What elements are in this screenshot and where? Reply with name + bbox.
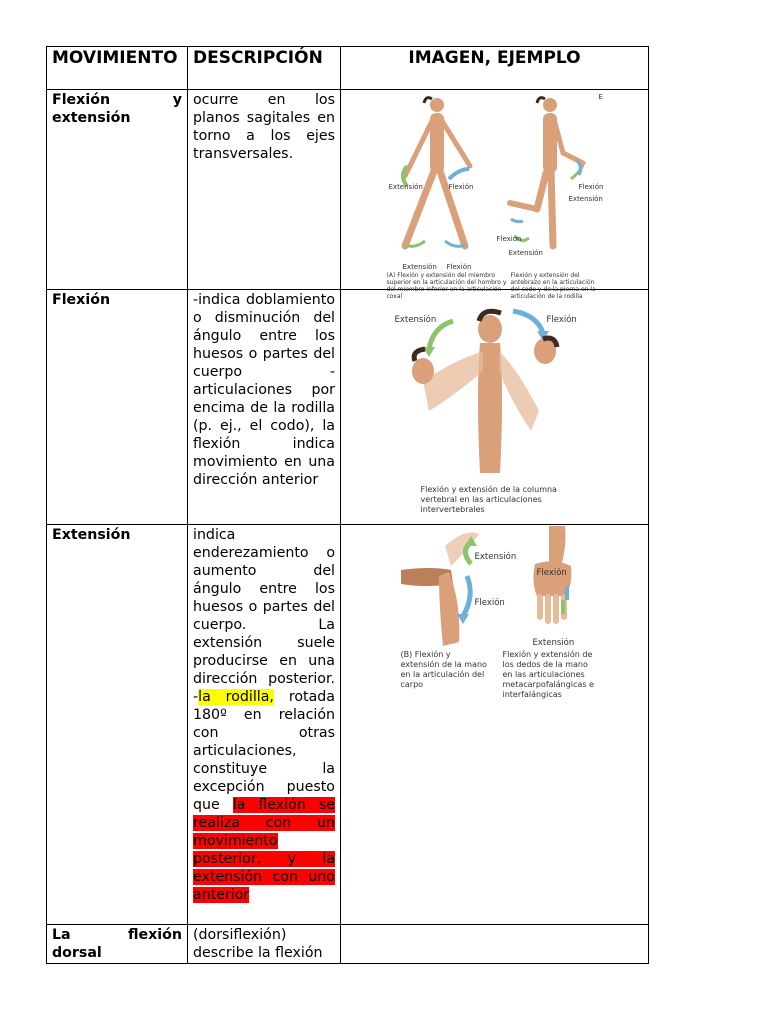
table-row bbox=[47, 925, 649, 964]
header-image: IMAGEN, EJEMPLO bbox=[341, 47, 649, 90]
label-extension: Extensión bbox=[388, 183, 423, 191]
movement-cell: La flexión dorsal bbox=[47, 925, 188, 964]
movement-cell: Extensión bbox=[47, 525, 188, 925]
image-cell bbox=[341, 90, 649, 300]
label-flexion: Flexión bbox=[446, 263, 472, 271]
walking-caption-right: Flexión y extensión del antebrazo en la articulación del codo y de la pierna en la articulación de la rodilla bbox=[510, 272, 596, 300]
table-row bbox=[47, 90, 649, 290]
table-row bbox=[47, 525, 649, 925]
image-cell bbox=[341, 525, 649, 925]
label-flexion: Flexión bbox=[546, 315, 577, 325]
movement-table bbox=[46, 46, 649, 964]
label-extension: Extensión bbox=[474, 552, 517, 562]
description-cell bbox=[188, 525, 341, 925]
label-flexion: Flexión bbox=[536, 568, 567, 578]
header-row bbox=[47, 47, 649, 90]
highlight-knee: la rodilla, bbox=[198, 689, 274, 705]
movement-cell: Flexión y extensión bbox=[47, 90, 188, 290]
spine-figure bbox=[395, 291, 595, 519]
header-movement: MOVIMIENTO bbox=[47, 47, 188, 90]
hand-caption-left: (B) Flexión y extensión de la mano en la articulación del carpo bbox=[400, 650, 487, 689]
walking-figure bbox=[385, 91, 605, 300]
spine-caption: Flexión y extensión de la columna vertebral en las articulaciones intervertebrales bbox=[420, 485, 557, 514]
description-cell: -indica doblamiento o disminución del ángulo entre los huesos o partes del cuerpo -articulaciones por encima de la rodilla (p. ej., el codo), la flexión indica movimiento en una dirección anterior bbox=[188, 290, 341, 525]
label-flexion: Flexión bbox=[448, 183, 474, 191]
label-flexion: Flexión bbox=[474, 598, 505, 608]
hand-caption-right: Flexión y extensión de los dedos de la mano en las articulaciones metacarpofalángicas e interfalángicas bbox=[502, 650, 594, 699]
image-cell bbox=[341, 290, 649, 525]
figure-letter: E bbox=[598, 93, 603, 101]
movement-cell: Flexión bbox=[47, 290, 188, 525]
walking-caption-left: (A) Flexión y extensión del miembro superior en la articulación del hombro y del miembro inferior en la articulación coxal bbox=[386, 272, 507, 300]
label-extension: Extensión bbox=[532, 638, 575, 648]
description-cell: ocurre en los planos sagitales en torno a los ejes transversales. bbox=[188, 90, 341, 290]
label-extension: Extensión bbox=[394, 315, 437, 325]
hand-figure bbox=[395, 526, 595, 701]
table-row bbox=[47, 290, 649, 525]
image-cell bbox=[341, 925, 649, 964]
label-extension: Extensión bbox=[402, 263, 437, 271]
description-text: indica enderezamiento o aumento del ángulo entre los huesos o partes del cuerpo. La extensión suele producirse en una dirección posterior. - bbox=[193, 527, 335, 705]
label-flexion: Flexión bbox=[578, 183, 604, 191]
description-text: rotada 180º en relación con otras articulaciones, constituye la excepción puesto que bbox=[193, 689, 335, 813]
header-description: DESCRIPCIÓN bbox=[188, 47, 341, 90]
label-extension: Extensión bbox=[508, 249, 543, 257]
label-extension: Extensión bbox=[568, 195, 603, 203]
highlight-exception: la flexión se realiza con un movimiento posterior, y la extensión con uno anterior bbox=[193, 797, 335, 903]
description-cell: (dorsiflexión) describe la flexión bbox=[188, 925, 341, 964]
label-flexion: Flexión bbox=[496, 235, 522, 243]
